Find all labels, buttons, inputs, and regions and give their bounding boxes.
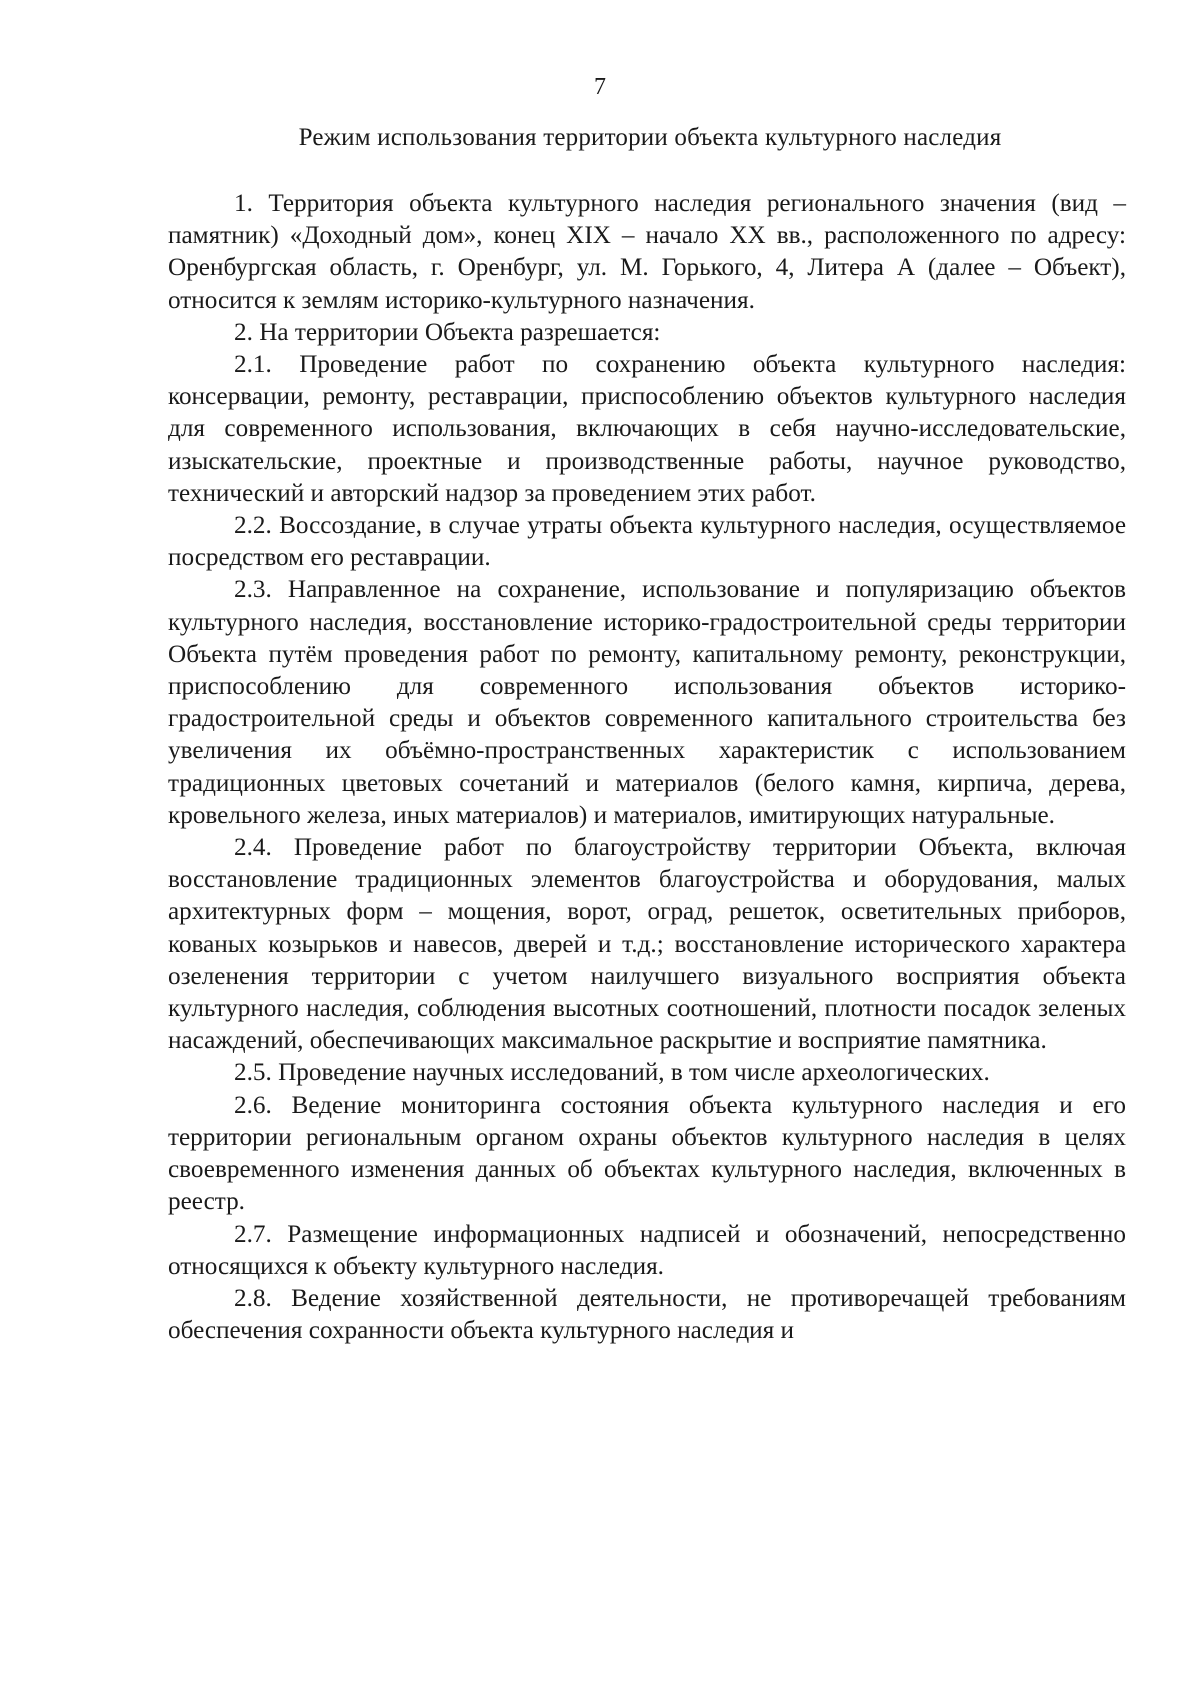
paragraph-2-2: 2.2. Воссоздание, в случае утраты объекта культурного наследия, осуществляемое посредством его реставрации.	[168, 512, 1126, 572]
paragraph-1: 1. Территория объекта культурного наследия регионального значения (вид – памятник) «Доходный дом», конец XIX – начало XX вв., расположенного по адресу: Оренбургская область, г. Оренбург, ул. М. Горького, 4, Литера А (далее – Объект), относится к землям историко-культурного назначения.	[168, 190, 1126, 314]
document-body	[168, 188, 1126, 1347]
paragraph-2-8: 2.8. Ведение хозяйственной деятельности, не противоречащей требованиям обеспечения сохранности объекта культурного наследия и	[168, 1284, 1126, 1345]
paragraph-2-5: 2.5. Проведение научных исследований, в том числе археологических.	[234, 1059, 990, 1087]
paragraph-2-4: 2.4. Проведение работ по благоустройству территории Объекта, включая восстановление традиционных элементов благоустройства и оборудования, малых архитектурных форм – мощения, ворот, оград, решеток, осветительных приборов, кованых козырьков и навесов, дверей и т.д.; восстановление исторического характера озеленения территории с учетом наилучшего визуального восприятия объекта культурного наследия, соблюдения высотных соотношений, плотности посадок зеленых насаждений, обеспечивающих максимальное раскрытие и восприятие памятника.	[168, 834, 1126, 1055]
page-number: 7	[594, 74, 606, 100]
document-title: Режим использования территории объекта культурного наследия	[298, 124, 1002, 151]
paragraph-2-1: 2.1. Проведение работ по сохранению объекта культурного наследия: консервации, ремонту, реставрации, приспособлению объектов культурного наследия для современного использования, включающих в себя научно-исследовательские, изыскательские, проектные и производственные работы, научное руководство, технический и авторский надзор за проведением этих работ.	[168, 351, 1126, 507]
paragraph-2-3: 2.3. Направленное на сохранение, использование и популяризацию объектов культурного наследия, восстановление историко-градостроительной среды территории Объекта путём проведения работ по ремонту, капитальному ремонту, реконструкции, приспособлению для современного использования объектов историко-градостроительной среды и объектов современного капитального строительства без увеличения их объёмно-пространственных характеристик с использованием традиционных цветовых сочетаний и материалов (белого камня, кирпича, дерева, кровельного железа, иных материалов) и материалов, имитирующих натуральные.	[168, 576, 1126, 829]
paragraph-2-7: 2.7. Размещение информационных надписей и обозначений, непосредственно относящихся к объекту культурного наследия.	[168, 1220, 1126, 1280]
paragraph-2-6: 2.6. Ведение мониторинга состояния объекта культурного наследия и его территории региональным органом охраны объектов культурного наследия в целях своевременного изменения данных об объектах культурного наследия, включенных в реестр.	[168, 1091, 1126, 1216]
paragraph-2: 2. На территории Объекта разрешается:	[234, 318, 661, 346]
